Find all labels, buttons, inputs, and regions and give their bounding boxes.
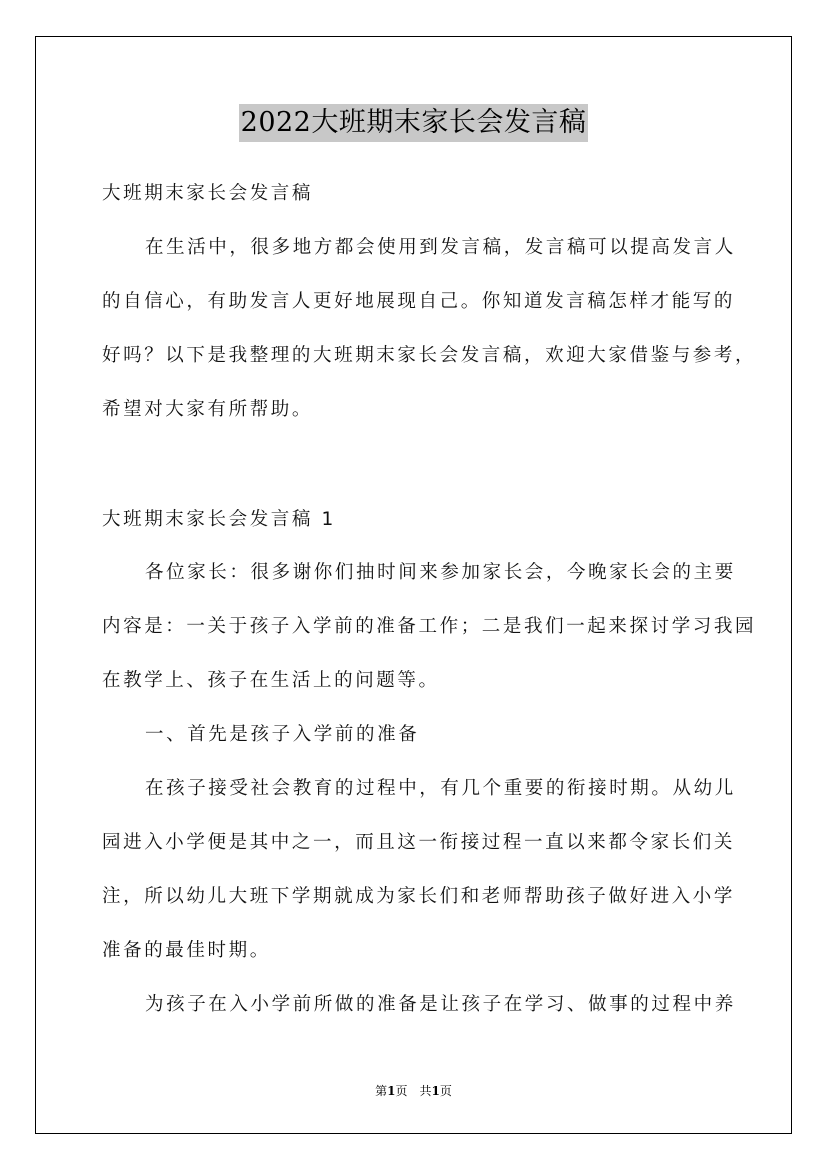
paragraph-line: 注，所以幼儿大班下学期就成为家长们和老师帮助孩子做好进入小学: [102, 886, 736, 907]
footer-prefix: 第: [375, 1084, 388, 1098]
paragraph-line: 在孩子接受社会教育的过程中，有几个重要的衔接时期。从幼儿: [145, 778, 736, 799]
paragraph-line: 在教学上、孩子在生活上的问题等。: [102, 670, 440, 691]
section-heading: 大班期末家长会发言稿 1: [102, 509, 336, 530]
paragraph-line: 好吗？以下是我整理的大班期末家长会发言稿，欢迎大家借鉴与参考，: [102, 345, 757, 366]
paragraph-line: 内容是：一关于孩子入学前的准备工作；二是我们一起来探讨学习我园: [102, 616, 757, 637]
paragraph-line: 园进入小学便是其中之一，而且这一衔接过程一直以来都令家长们关: [102, 832, 736, 853]
page-footer: [0, 1083, 827, 1099]
footer-page-total: 1: [431, 1084, 440, 1098]
paragraph-line: 希望对大家有所帮助。: [102, 399, 314, 420]
paragraph-line: 的自信心，有助发言人更好地展现自己。你知道发言稿怎样才能写的: [102, 291, 736, 312]
paragraph-line: 在生活中，很多地方都会使用到发言稿，发言稿可以提高发言人: [145, 237, 736, 258]
footer-page-number: 1: [387, 1084, 396, 1098]
paragraph-line: 为孩子在入小学前所做的准备是让孩子在学习、做事的过程中养: [145, 994, 736, 1015]
footer-suffix: 页: [439, 1084, 452, 1098]
paragraph-line: 各位家长：很多谢你们抽时间来参加家长会，今晚家长会的主要: [145, 562, 736, 583]
footer-mid: 页 共: [395, 1084, 432, 1098]
paragraph-line: 准备的最佳时期。: [102, 940, 271, 961]
subheading-line: 一、首先是孩子入学前的准备: [145, 724, 420, 745]
title-container: [0, 104, 827, 142]
document-title: 2022大班期末家长会发言稿: [239, 104, 589, 142]
subtitle-line: 大班期末家长会发言稿: [102, 183, 314, 204]
